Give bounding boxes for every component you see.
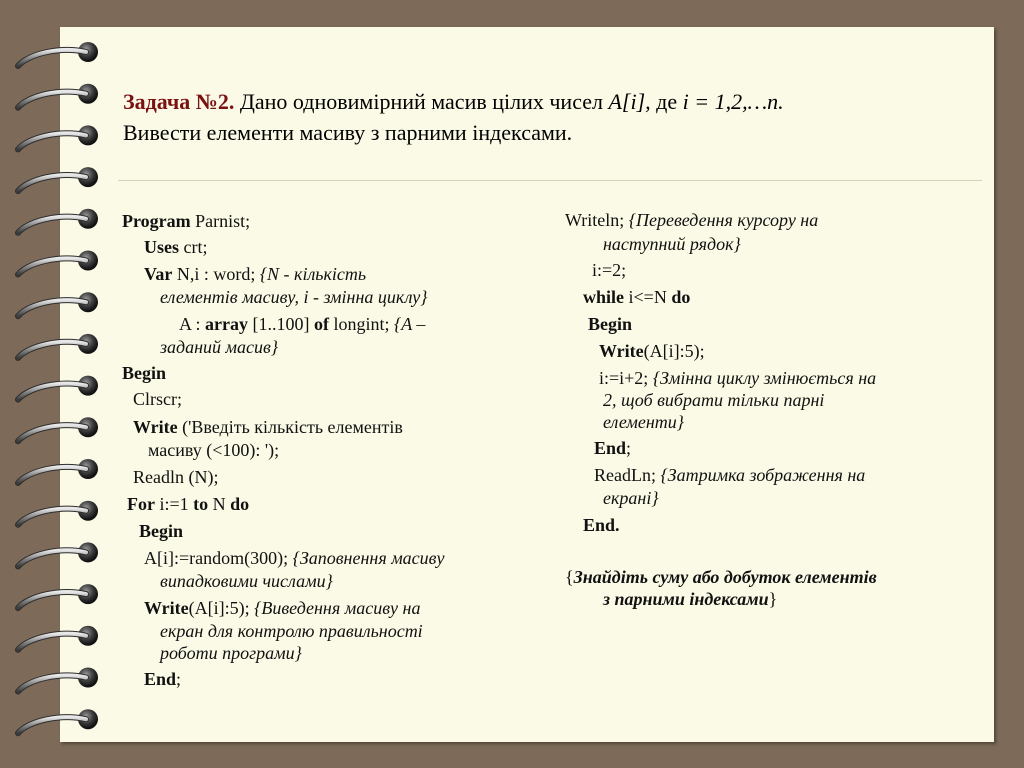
code-comment: наступний рядок} <box>603 234 741 254</box>
binding-ring <box>18 125 98 149</box>
index-range: i = 1,2,…n. <box>682 89 784 114</box>
task-heading <box>123 86 983 148</box>
task-heading-line1 <box>123 86 983 117</box>
binding-ring <box>18 668 98 692</box>
code-line: Write ('Введіть кількість елементів <box>133 417 403 437</box>
code-line: Uses crt; <box>144 237 208 257</box>
code-line: End. <box>583 515 620 535</box>
exercise-note-line2: з парними індексами} <box>603 589 778 609</box>
task-text-2: де <box>650 89 683 114</box>
code-comment: екран для контролю правильності <box>160 621 423 641</box>
code-line: For i:=1 to N do <box>127 494 250 514</box>
exercise-note: {Знайдіть суму або добуток елементів <box>565 567 877 587</box>
code-line: Readln (N); <box>133 467 219 487</box>
spiral-binding <box>0 0 110 768</box>
code-comment: роботи програми} <box>160 643 302 663</box>
binding-ring <box>18 376 98 400</box>
binding-ring <box>18 709 98 733</box>
code-line: масиву (<100): '); <box>148 440 280 460</box>
code-line: while i<=N do <box>583 287 691 307</box>
code-line: End; <box>144 669 182 689</box>
binding-ring <box>18 42 98 66</box>
binding-ring <box>18 501 98 525</box>
code-line: Write(A[i]:5); <box>599 341 705 361</box>
code-line: Write(A[i]:5); {Виведення масиву на <box>144 598 421 618</box>
binding-ring <box>18 334 98 358</box>
code-line: A : array [1..100] of longint; {A – <box>179 314 426 334</box>
code-line: Begin <box>122 363 167 383</box>
code-line: Begin <box>588 314 633 334</box>
binding-ring <box>18 209 98 233</box>
divider <box>118 180 982 181</box>
code-comment: випадковими числами} <box>160 571 333 591</box>
code-line: ReadLn; {Затримка зображення на <box>594 465 866 485</box>
code-line: i:=2; <box>592 260 627 280</box>
task-heading-line2: Вивести елементи масиву з парними індексами. <box>123 120 573 145</box>
binding-ring <box>18 459 98 483</box>
binding-ring <box>18 542 98 566</box>
binding-ring <box>18 626 98 650</box>
code-line: Var N,i : word; {N - кількість <box>144 264 367 284</box>
code-line: A[i]:=random(300); {Заповнення масиву <box>144 548 445 568</box>
binding-ring <box>18 84 98 108</box>
code-line: End; <box>594 438 632 458</box>
code-comment: елементи} <box>603 412 684 432</box>
code-line: i:=i+2; {Змінна циклу змінюється на <box>599 368 877 388</box>
code-line: Clrscr; <box>133 389 182 409</box>
code-comment: заданий масив} <box>160 337 279 357</box>
binding-ring <box>18 292 98 316</box>
binding-ring <box>18 251 98 275</box>
array-name: A[i], <box>608 89 651 114</box>
code-line: Writeln; {Переведення курсору на <box>565 210 819 230</box>
binding-ring <box>18 417 98 441</box>
code-line: Program Parnist; <box>122 211 251 231</box>
code-comment: 2, щоб вибрати тільки парні <box>603 390 825 410</box>
task-label: Задача №2. <box>123 89 235 114</box>
binding-ring <box>18 584 98 608</box>
code-comment: екрані} <box>603 488 659 508</box>
code-line: Begin <box>139 521 184 541</box>
binding-ring <box>18 167 98 191</box>
task-text: Дано одновимірний масив цілих чисел <box>234 89 609 114</box>
code-comment: елементів масиву, i - змінна циклу} <box>160 287 428 307</box>
